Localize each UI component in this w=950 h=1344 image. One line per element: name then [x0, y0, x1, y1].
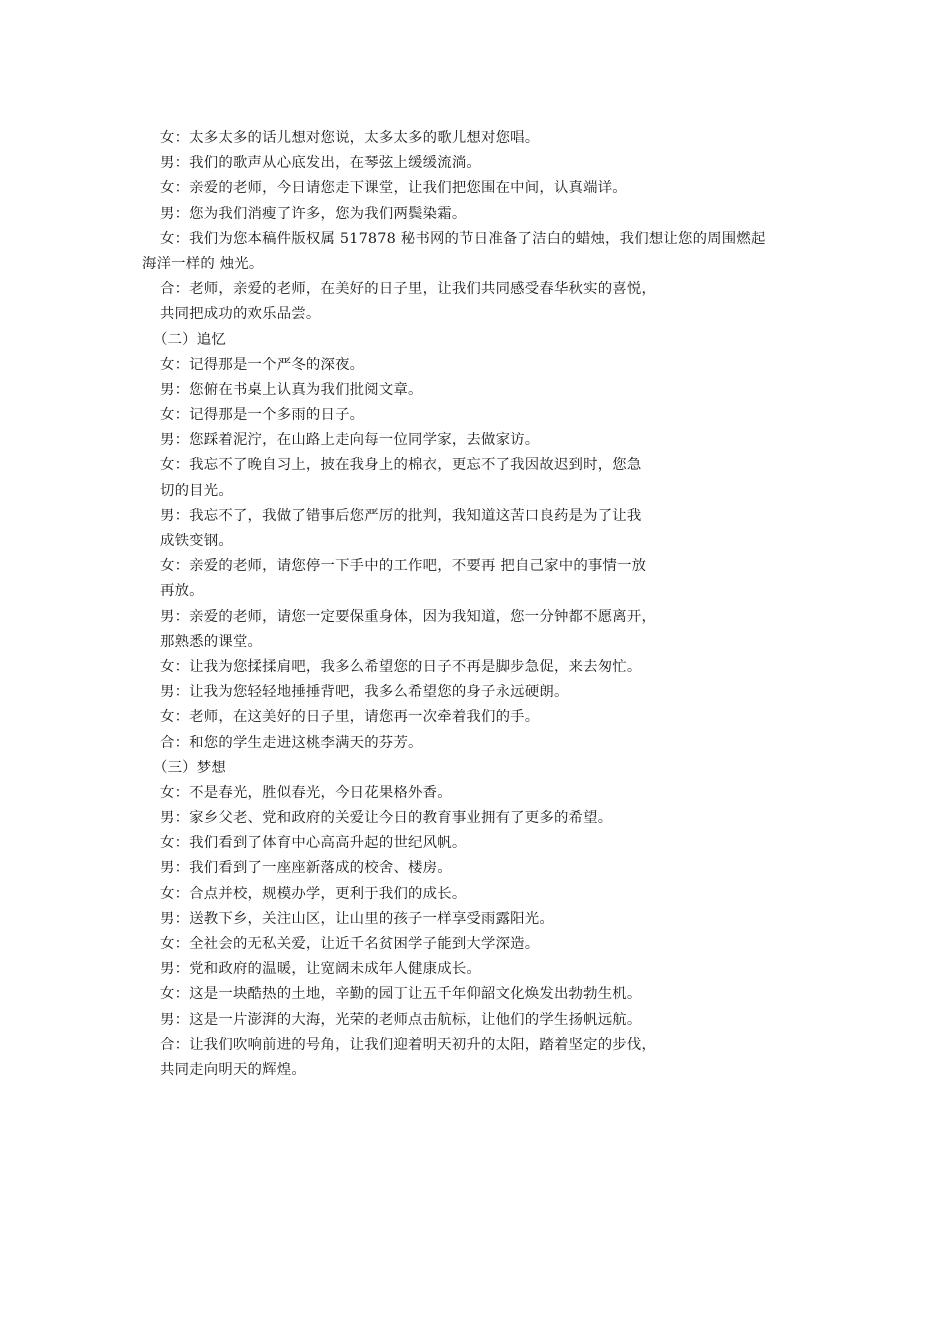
text-line: （三）梦想 — [153, 759, 226, 776]
text-line: 男：您为我们消瘦了许多，您为我们两鬓染霜。 — [160, 205, 467, 222]
text-line: （二）追忆 — [153, 331, 226, 348]
text-line: 女：记得那是一个多雨的日子。 — [160, 407, 365, 424]
text-line: 男：我们的歌声从心底发出，在琴弦上缓缓流淌。 — [160, 155, 481, 172]
text-line: 女：亲爱的老师，今日请您走下课堂，让我们把您围在中间，认真端详。 — [160, 180, 627, 197]
text-line: 男：家乡父老、党和政府的关爱让今日的教育事业拥有了更多的希望。 — [160, 810, 613, 827]
text-line: 女：太多太多的话儿想对您说，太多太多的歌儿想对您唱。 — [160, 130, 540, 146]
text-line: 女：不是春光，胜似春光，今日花果格外香。 — [160, 784, 452, 801]
document-body — [0, 126, 950, 1083]
text-line: 女：老师，在这美好的日子里，请您再一次牵着我们的手。 — [160, 709, 540, 726]
text-line: 男：您踩着泥泞，在山路上走向每一位同学家，去做家访。 — [160, 432, 540, 449]
text-line: 那熟悉的课堂。 — [160, 633, 263, 650]
text-line: 女：让我为您揉揉肩吧，我多么希望您的日子不再是脚步急促，来去匆忙。 — [160, 658, 642, 675]
text-line: 男：送教下乡，关注山区，让山里的孩子一样享受雨露阳光。 — [160, 910, 554, 927]
text-line: 女：我们看到了体育中心高高升起的世纪风帆。 — [160, 835, 467, 852]
text-line: 男：您俯在书桌上认真为我们批阅文章。 — [160, 381, 423, 398]
text-line: 女：全社会的无私关爱，让近千名贫困学子能到大学深造。 — [160, 936, 540, 952]
text-line: 男：党和政府的温暖，让宽阔未成年人健康成长。 — [160, 961, 481, 978]
text-line: 女：合点并校，规模办学，更利于我们的成长。 — [160, 885, 467, 902]
text-line: 成铁变钢。 — [160, 533, 233, 549]
text-line: 共同走向明天的辉煌。 — [160, 1061, 306, 1078]
text-line: 切的目光。 — [160, 482, 233, 499]
text-line: 男：这是一片澎湃的大海，光荣的老师点击航标，让他们的学生扬帆远航。 — [160, 1011, 642, 1028]
text-line: 男：我们看到了一座座新落成的校舍、楼房。 — [160, 860, 452, 877]
text-line: 女：我忘不了晚自习上，披在我身上的棉衣，更忘不了我因故迟到时，您急 — [160, 457, 642, 474]
text-line: 女：亲爱的老师，请您停一下手中的工作吧，不要再 把自己家中的事情一放 — [160, 558, 647, 575]
text-line: 海洋一样的 烛光。 — [142, 255, 264, 272]
text-line: 合：和您的学生走进这桃李满天的芬芳。 — [160, 734, 423, 751]
text-line: 共同把成功的欢乐品尝。 — [160, 306, 321, 323]
text-line: 再放。 — [160, 583, 204, 600]
text-line: 男：让我为您轻轻地捶捶背吧，我多么希望您的身子永远硬朗。 — [160, 684, 569, 701]
text-line: 女：这是一块酷热的土地，辛勤的园丁让五千年仰韶文化焕发出勃勃生机。 — [160, 986, 642, 1003]
text-line: 合：老师，亲爱的老师，在美好的日子里，让我们共同感受春华秋实的喜悦， — [160, 281, 657, 298]
text-line: 男：我忘不了，我做了错事后您严厉的批判，我知道这苦口良药是为了让我 — [160, 507, 642, 524]
text-line: 合：让我们吹响前进的号角，让我们迎着明天初升的太阳，踏着坚定的步伐， — [160, 1036, 657, 1053]
text-line: 男：亲爱的老师，请您一定要保重身体，因为我知道，您一分钟都不愿离开， — [160, 608, 657, 625]
text-line: 女：记得那是一个严冬的深夜。 — [160, 356, 365, 373]
text-line: 女：我们为您本稿件版权属 517878 秘书网的节日准备了洁白的蜡烛，我们想让您的周围燃起 — [160, 230, 766, 247]
